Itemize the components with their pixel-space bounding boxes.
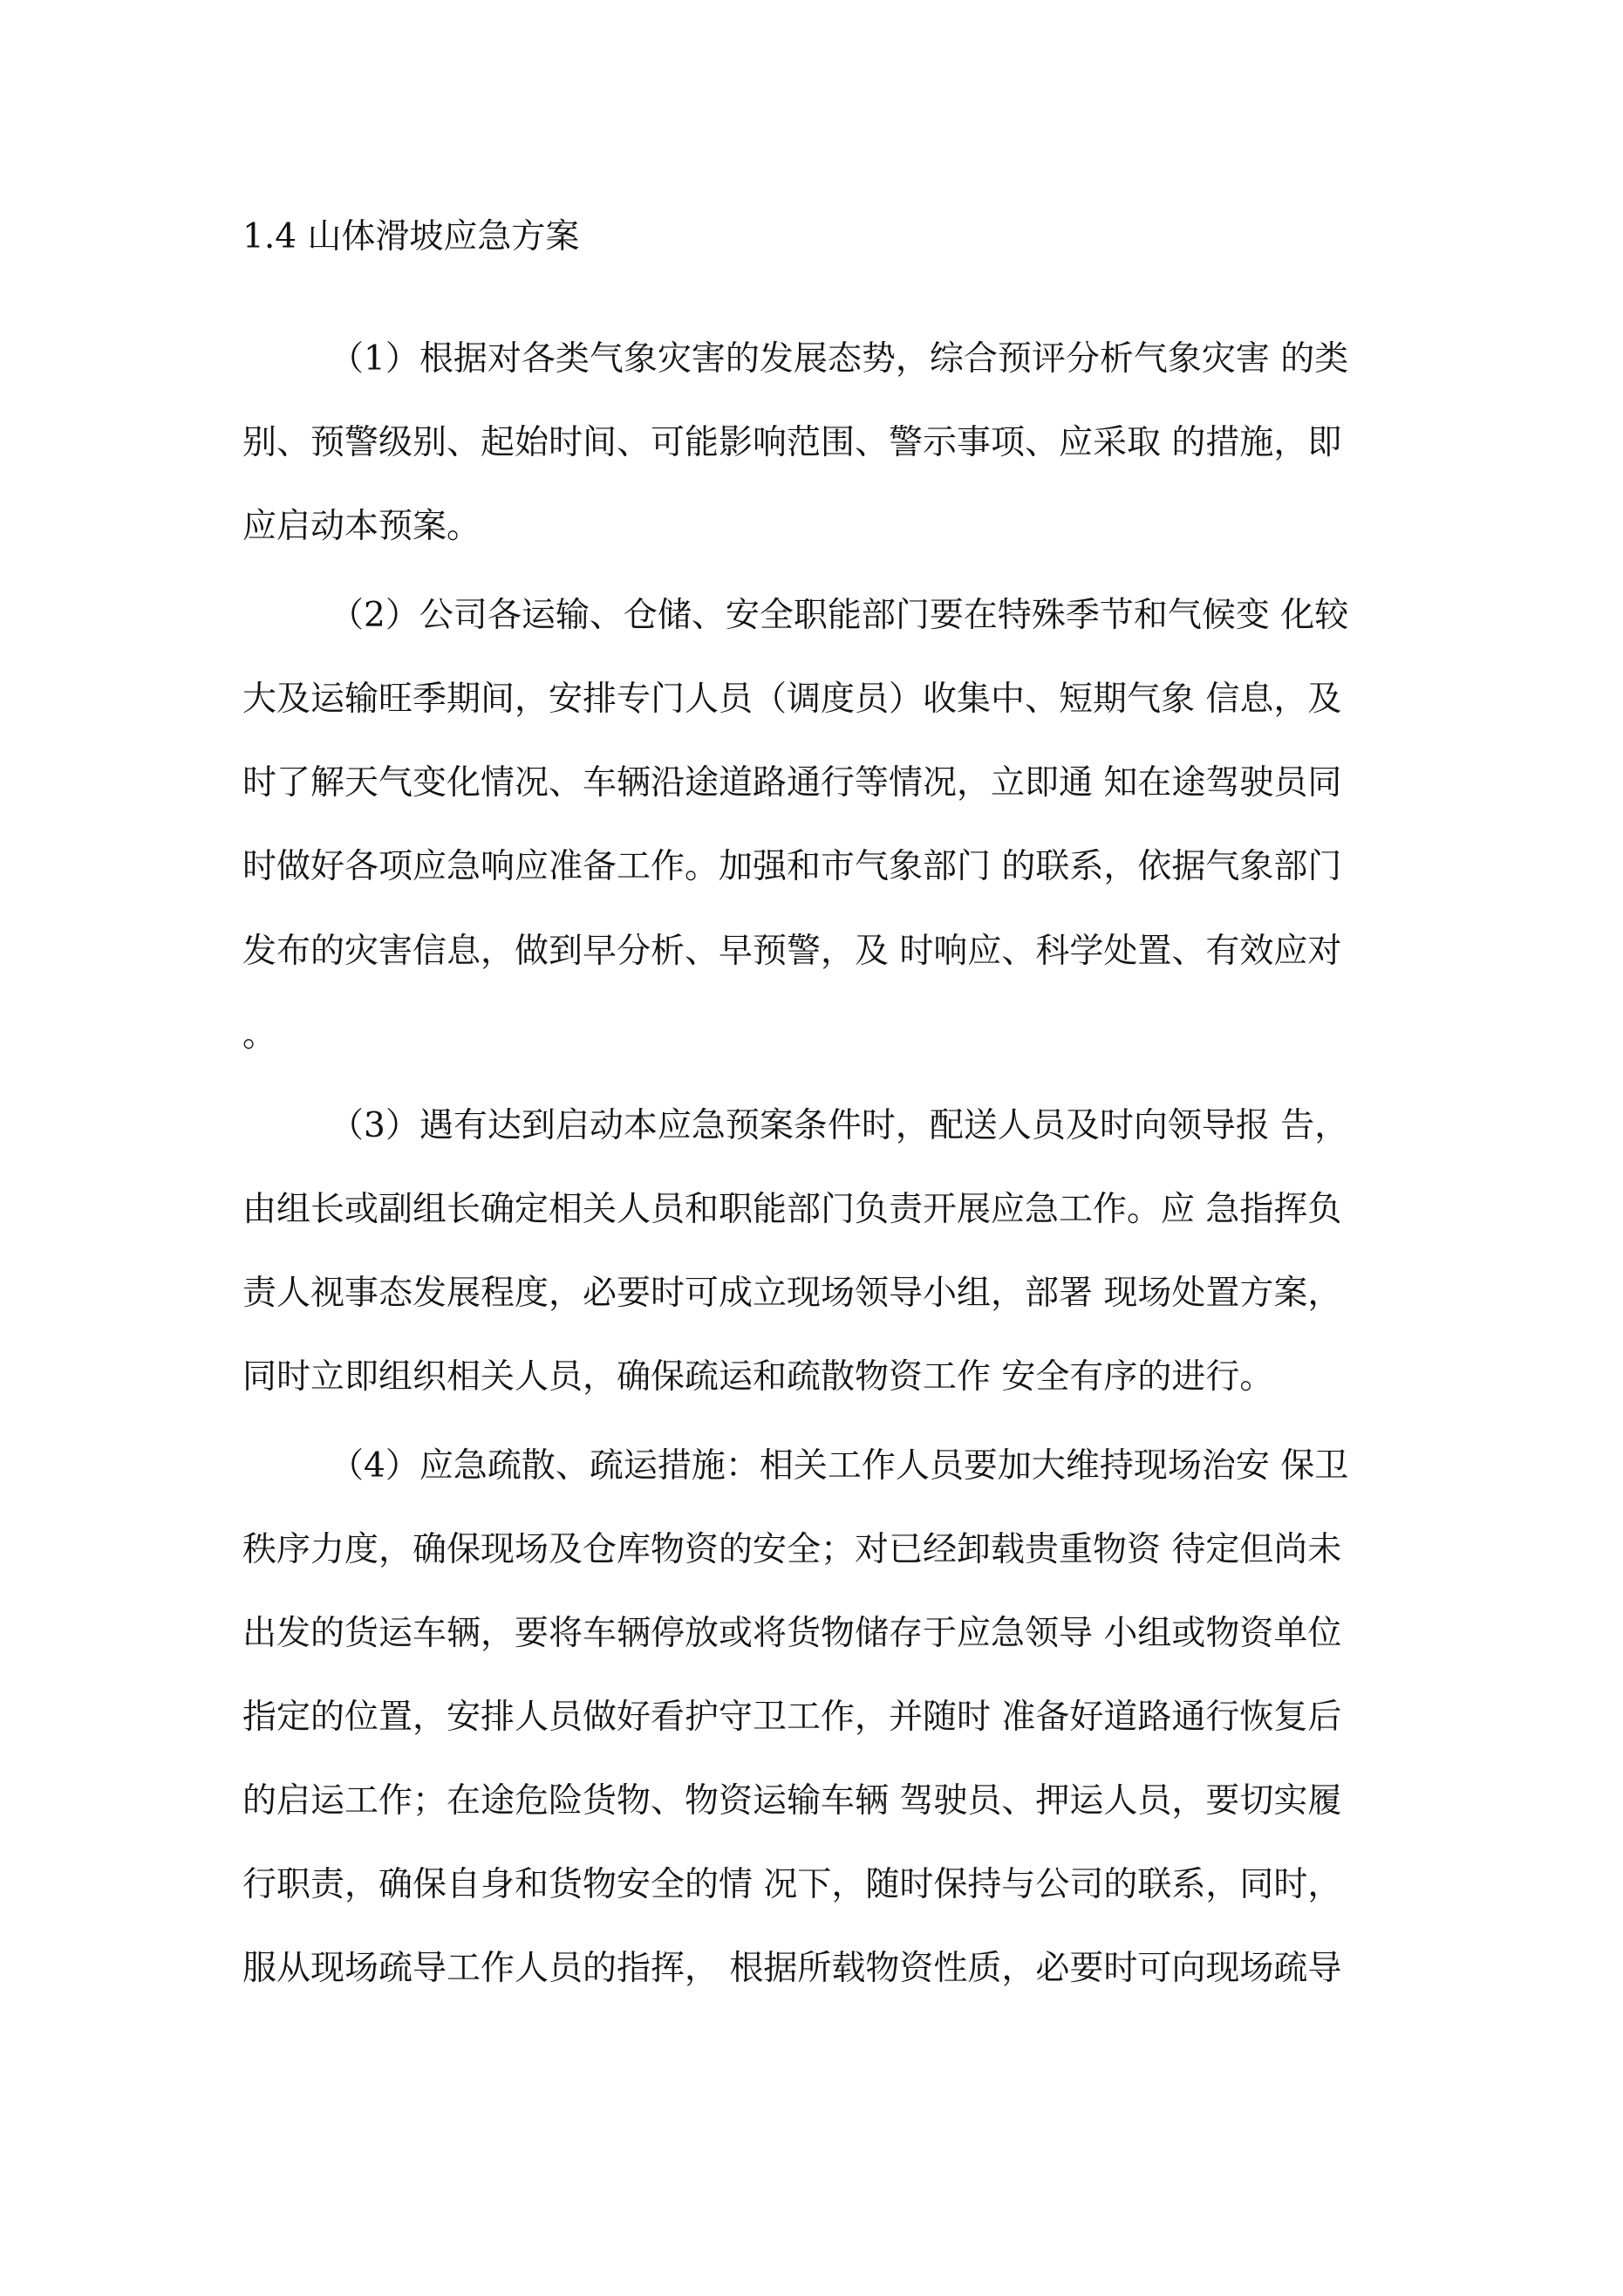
- paragraph-4-line-2: 秩序力度，确保现场及仓库物资的安全；对已经卸载贵重物资 待定但尚未: [242, 1530, 1342, 1569]
- paragraph-4-line-7: 服从现场疏导工作人员的指挥， 根据所载物资性质，必要时可向现场疏导: [242, 1949, 1342, 1988]
- paragraph-2-line-2: 大及运输旺季期间，安排专门人员（调度员）收集中、短期气象 信息，及: [242, 680, 1342, 719]
- paragraph-3-line-1: （3）遇有达到启动本应急预案条件时，配送人员及时向领导报 告，: [330, 1106, 1349, 1145]
- paragraph-2-line-1: （2）公司各运输、仓储、安全职能部门要在特殊季节和气候变 化较: [330, 596, 1349, 635]
- paragraph-3-line-4: 同时立即组织相关人员，确保疏运和疏散物资工作 安全有序的进行。: [242, 1357, 1274, 1397]
- paragraph-1-line-3: 应启动本预案。: [242, 507, 481, 546]
- paragraph-4-line-1: （4）应急疏散、疏运措施：相关工作人员要加大维持现场治安 保卫: [330, 1446, 1349, 1486]
- paragraph-3-line-3: 责人视事态发展程度，必要时可成立现场领导小组，部署 现场处置方案，: [242, 1274, 1342, 1313]
- paragraph-2-line-4: 时做好各项应急响应准备工作。加强和市气象部门 的联系，依据气象部门: [242, 847, 1342, 886]
- paragraph-4-line-6: 行职责，确保自身和货物安全的情 况下，随时保持与公司的联系，同时，: [242, 1865, 1342, 1904]
- paragraph-1-line-1: （1）根据对各类气象灾害的发展态势，综合预评分析气象灾害 的类: [330, 339, 1349, 379]
- paragraph-4-line-3: 出发的货运车辆，要将车辆停放或将货物储存于应急领导 小组或物资单位: [242, 1614, 1342, 1653]
- paragraph-2-line-3: 时了解天气变化情况、车辆沿途道路通行等情况，立即通 知在途驾驶员同: [242, 763, 1342, 803]
- paragraph-2-line-5: 发布的灾害信息，做到早分析、早预警，及 时响应、科学处置、有效应对: [242, 932, 1342, 971]
- paragraph-4-line-4: 指定的位置，安排人员做好看护守卫工作，并随时 准备好道路通行恢复后: [242, 1698, 1342, 1737]
- paragraph-4-line-5: 的启运工作；在途危险货物、物资运输车辆 驾驶员、押运人员，要切实履: [242, 1781, 1342, 1821]
- paragraph-3-line-2: 由组长或副组长确定相关人员和职能部门负责开展应急工作。应 急指挥负: [242, 1190, 1342, 1229]
- paragraph-1-line-2: 别、预警级别、起始时间、可能影响范围、警示事项、应采取 的措施，即: [242, 423, 1342, 462]
- paragraph-2-line-6: 。: [242, 1015, 277, 1055]
- section-heading: 1.4 山体滑坡应急方案: [242, 217, 580, 256]
